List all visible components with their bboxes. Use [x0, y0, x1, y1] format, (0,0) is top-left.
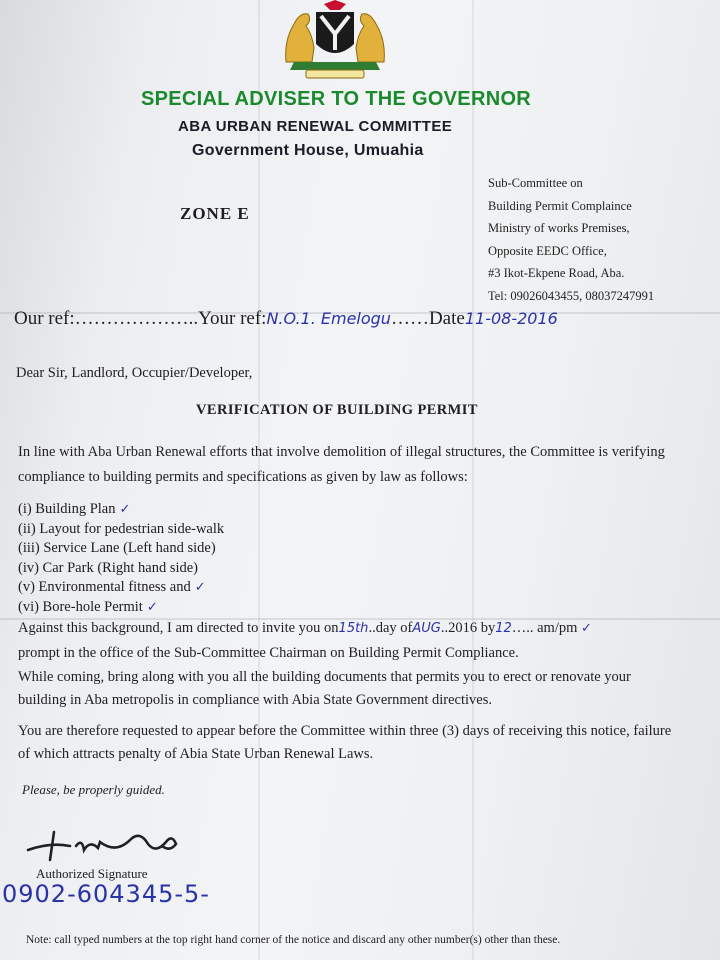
address-line: Tel: 09026043455, 08037247991 [488, 288, 655, 303]
address-line: Opposite EEDC Office, [488, 243, 607, 258]
checkmark-icon: ✓ [146, 599, 158, 615]
coat-of-arms-icon [276, 0, 394, 82]
your-ref-handwritten: N.O.1. Emelogu [266, 309, 391, 328]
list-item [18, 500, 228, 520]
date-label: Date [428, 308, 465, 329]
invite-day-handwritten: 15th [338, 621, 369, 636]
checkmark-icon: ✓ [119, 502, 131, 517]
zone-label: ZONE E [180, 204, 250, 223]
address-line: Ministry of works Premises, [488, 221, 630, 235]
ref-dots: ……………… [74, 308, 189, 329]
invite-paragraph: Against this background, I am directed to invite you on15th..day ofAUG..2016 by12….. am/pm ✓ prompt in the office of the Sub-Committee Chairman on Building Permit Compliance. [18, 620, 592, 661]
signature-label: Authorized Signature [36, 866, 148, 881]
list-item [18, 578, 228, 598]
header-title: SPECIAL ADVISER TO THE GOVERNOR [140, 88, 532, 110]
invite-time-handwritten: 12 [495, 621, 512, 636]
your-ref-label: Your ref: [198, 308, 267, 329]
address-line: #3 Ikot-Ekpene Road, Aba. [488, 266, 625, 280]
checkmark-icon: ✓ [581, 621, 592, 636]
handwritten-signature [20, 820, 190, 866]
invite-text: 2016 by [448, 620, 496, 636]
list-item-text: (ii) Layout for pedestrian side-walk [18, 520, 225, 537]
appear-paragraph: You are therefore requested to appear before the Committee within three (3) days of receiving this notice, failure of which attracts penalty of Abia State Urban Renewal Laws. [18, 723, 672, 762]
invite-text: prompt in the office of the Sub-Committee Chairman on Building Permit Compliance. [18, 645, 519, 661]
invite-text: am/pm [537, 620, 578, 636]
requirements-list [18, 500, 228, 617]
invite-text: day of [375, 620, 413, 636]
checkmark-icon: ✓ [194, 580, 206, 595]
list-item [18, 539, 228, 559]
list-item-text: (iii) Service Lane (Left hand side) [18, 540, 216, 556]
documents-paragraph: While coming, bring along with you all the building documents that permits you to erect or renovate your building in Aba metropolis in compliance with Abia State Government directives. [18, 669, 631, 708]
committee-location: Government House, Umuahia [192, 142, 424, 159]
address-line: Sub-Committee on [488, 176, 583, 190]
address-block [488, 172, 718, 307]
list-item-text: (vi) Bore-hole Permit [18, 598, 143, 615]
invite-month-handwritten: AUG [412, 621, 441, 636]
list-item [18, 559, 228, 579]
list-item-text: (i) Building Plan [18, 501, 116, 517]
address-line: Building Permit Complaince [488, 198, 632, 213]
invite-text: Against this background, I am directed to invite you on [18, 620, 339, 636]
reference-line: Our ref:………………..Your ref:N.O.1. Emelogu……Date11-08-2016 [14, 308, 558, 329]
date-handwritten: 11-08-2016 [464, 309, 558, 328]
handwritten-phone: 0902-604345-5- [2, 880, 210, 908]
list-item [18, 520, 228, 540]
list-item-text: (iv) Car Park (Right hand side) [18, 559, 199, 576]
list-item [18, 598, 228, 618]
our-ref-label: Our ref: [14, 308, 75, 329]
ref-dots: …… [390, 308, 429, 329]
intro-paragraph: In line with Aba Urban Renewal efforts that involve demolition of illegal structures, the Committee is verifying compliance to building permits and specifications as given by law as follows: [18, 444, 665, 485]
committee-name: ABA URBAN RENEWAL COMMITTEE [178, 118, 453, 135]
guided-note: Please, be properly guided. [22, 782, 165, 797]
footer-note: Note: call typed numbers at the top right hand corner of the notice and discard any other number(s) other than these. [26, 934, 561, 946]
salutation: Dear Sir, Landlord, Occupier/Developer, [16, 365, 253, 381]
list-item-text: (v) Environmental fitness and [18, 579, 191, 595]
letter-subject: VERIFICATION OF BUILDING PERMIT [196, 402, 478, 418]
